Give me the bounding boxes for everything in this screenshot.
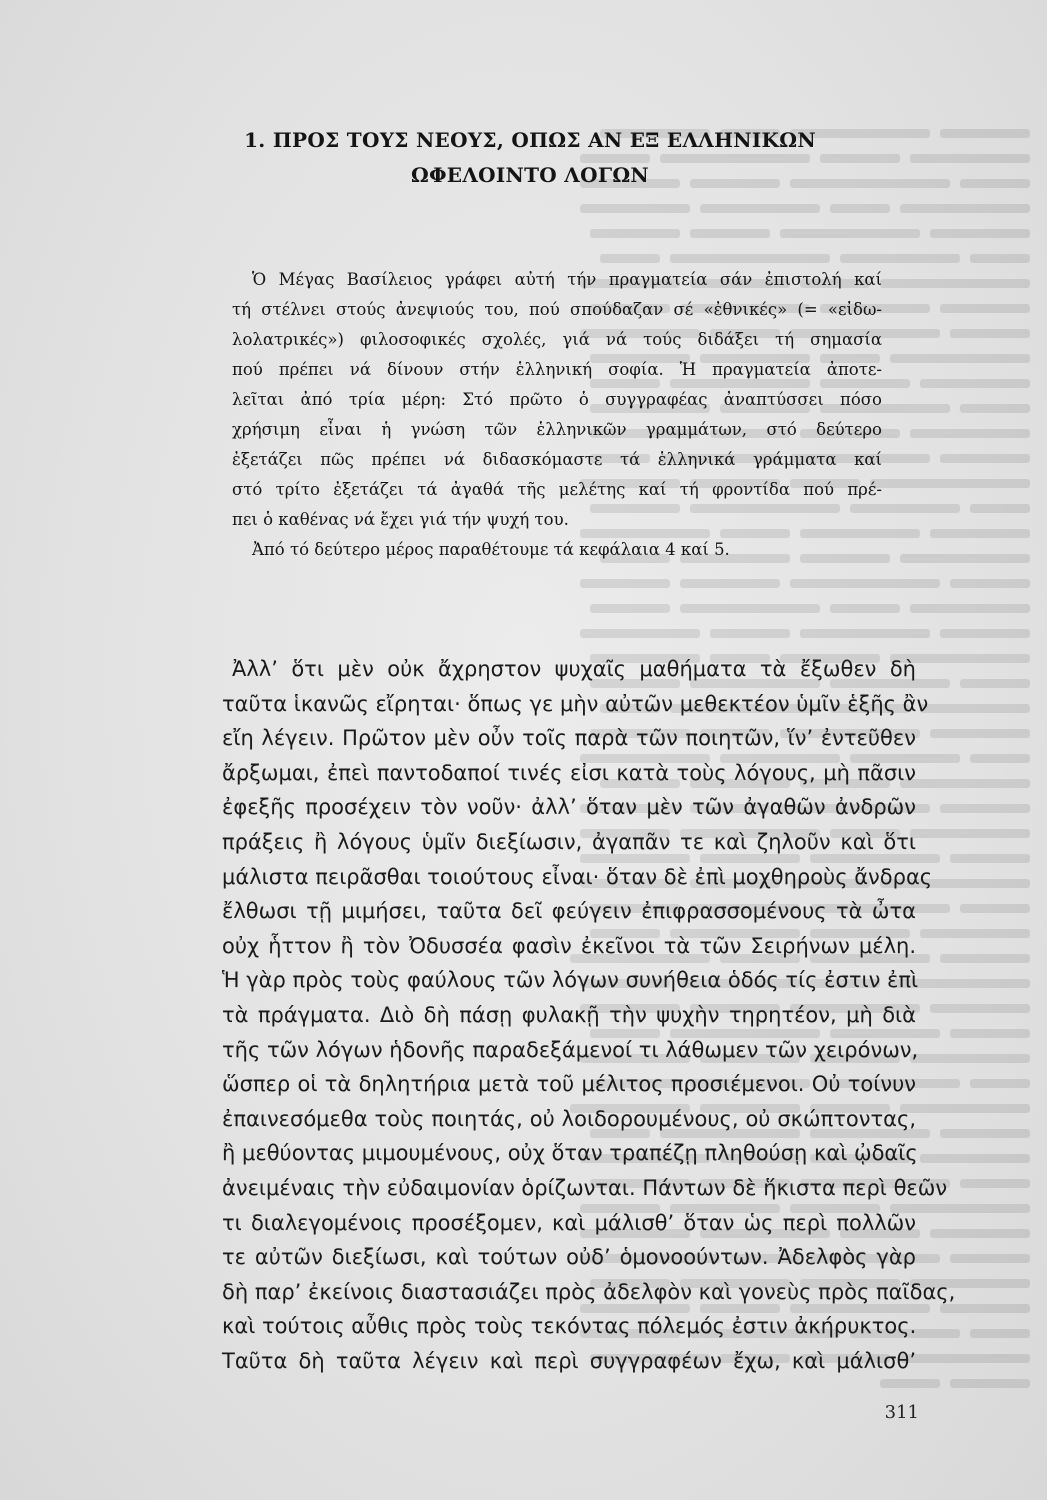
text-line: ὥσπερ οἱ τὰ δηλητήρια μετὰ τοῦ μέλιτος προσιέμενοι. Οὐ τοίνυν	[222, 1072, 916, 1097]
text-line: μάλιστα πειρᾶσθαι τοιούτους εἶναι· ὅταν δὲ ἐπὶ μοχθηροὺς ἄνδρας	[222, 864, 933, 889]
text-line: εἴη λέγειν. Πρῶτον μὲν οὖν τοῖς παρὰ τῶν ποιητῶν, ἵν’ ἐντεῦθεν	[222, 726, 916, 751]
intro-line: πού πρέπει νά δίνουν στήν ἑλληνική σοφία. Ἡ πραγματεία ἀποτε-	[232, 360, 882, 379]
ancient-greek-text	[222, 652, 956, 1378]
chapter-heading-line-2: ΩΦΕΛΟΙΝΤΟ ΛΟΓΩΝ	[410, 163, 650, 187]
introduction-paragraph	[232, 265, 882, 565]
text-line: τῆς τῶν λόγων ἡδονῆς παραδεξάμενοί τι λάθωμεν τῶν χειρόνων,	[222, 1037, 919, 1062]
intro-source-note: Ἀπό τό δεύτερο μέρος παραθέτουμε τά κεφάλαια 4 καί 5.	[252, 540, 730, 559]
text-line: Ἡ γὰρ πρὸς τοὺς φαύλους τῶν λόγων συνήθεια ὁδός τίς ἐστιν ἐπὶ	[222, 968, 919, 993]
page-number: 311	[884, 1402, 919, 1423]
text-line: τε αὐτῶν διεξίωσι, καὶ τούτων οὐδ’ ὁμονοούντων. Ἀδελφὸς γὰρ	[222, 1245, 916, 1270]
text-line: τὰ πράγματα. Διὸ δὴ πάσῃ φυλακῇ τὴν ψυχὴν τηρητέον, μὴ διὰ	[222, 1002, 916, 1027]
intro-line: λολατρικές») φιλοσοφικές σχολές, γιά νά τούς διδάξει τή σημασία	[232, 330, 882, 349]
text-line: ἐφεξῆς προσέχειν τὸν νοῦν· ἀλλ’ ὅταν μὲν τῶν ἀγαθῶν ἀνδρῶν	[222, 795, 916, 820]
text-line: Ταῦτα δὴ ταῦτα λέγειν καὶ περὶ συγγραφέων ἔχω, καὶ μάλισθ’	[222, 1348, 916, 1373]
text-line: ἀνειμέναις τὴν εὐδαιμονίαν ὁρίζωνται. Πάντων δὲ ἥκιστα περὶ θεῶν	[222, 1175, 948, 1200]
text-line: οὐχ ἧττον ἢ τὸν Ὀδυσσέα φασὶν ἐκεῖνοι τὰ τῶν Σειρήνων μέλη.	[222, 933, 916, 958]
text-line: ἔλθωσι τῇ μιμήσει, ταῦτα δεῖ φεύγειν ἐπιφρασσομένους τὰ ὦτα	[222, 899, 916, 924]
intro-line: ἐξετάζει πῶς πρέπει νά διδασκόμαστε τά ἑλληνικά γράμματα καί	[232, 450, 882, 469]
text-line: καὶ τούτοις αὖθις πρὸς τοὺς τεκόντας πόλεμός ἐστιν ἀκήρυκτος.	[222, 1314, 917, 1339]
intro-line: χρήσιμη εἶναι ἡ γνώση τῶν ἑλληνικῶν γραμμάτων, στό δεύτερο	[232, 420, 882, 439]
text-line: τι διαλεγομένοις προσέξομεν, καὶ μάλισθ’ ὅταν ὡς περὶ πολλῶν	[222, 1210, 916, 1235]
text-line: πράξεις ἢ λόγους ὑμῖν διεξίωσιν, ἀγαπᾶν τε καὶ ζηλοῦν καὶ ὅτι	[222, 829, 916, 854]
intro-line: στό τρίτο ἐξετάζει τά ἀγαθά τῆς μελέτης καί τή φροντίδα πού πρέ-	[232, 480, 882, 499]
text-line: ταῦτα ἱκανῶς εἴρηται· ὅπως γε μὴν αὐτῶν μεθεκτέον ὑμῖν ἑξῆς ἂν	[222, 691, 929, 716]
text-line: Ἀλλ’ ὅτι μὲν οὐκ ἄχρηστον ψυχαῖς μαθήματα τὰ ἔξωθεν δὴ	[232, 657, 916, 681]
intro-line: πει ὁ καθένας νά ἔχει γιά τήν ψυχή του.	[232, 510, 569, 529]
chapter-heading-line-1: 1. ΠΡΟΣ ΤΟΥΣ ΝΕΟΥΣ, ΟΠΩΣ ΑΝ ΕΞ ΕΛΛΗΝΙΚΩΝ	[244, 128, 816, 152]
text-line: ἐπαινεσόμεθα τοὺς ποιητάς, οὐ λοιδορουμένους, οὐ σκώπτοντας,	[222, 1106, 916, 1131]
intro-line: Ὁ Μέγας Βασίλειος γράφει αὐτή τήν πραγματεία σάν ἐπιστολή καί	[252, 270, 882, 289]
text-line: δὴ παρ’ ἐκείνοις διαστασιάζει πρὸς ἀδελφὸν καὶ γονεὺς πρὸς παῖδας,	[222, 1279, 956, 1304]
intro-line: λεῖται ἀπό τρία μέρη: Στό πρῶτο ὁ συγγραφέας ἀναπτύσσει πόσο	[232, 390, 882, 409]
text-line: ἄρξωμαι, ἐπεὶ παντοδαποί τινές εἰσι κατὰ τοὺς λόγους, μὴ πᾶσιν	[222, 760, 916, 785]
text-line: ἢ μεθύοντας μιμουμένους, οὐχ ὅταν τραπέζῃ πληθούσῃ καὶ ᾠδαῖς	[222, 1141, 918, 1166]
intro-line: τή στέλνει στούς ἀνεψιούς του, πού σπούδαζαν σέ «ἐθνικές» (= «εἰδω-	[232, 300, 882, 319]
